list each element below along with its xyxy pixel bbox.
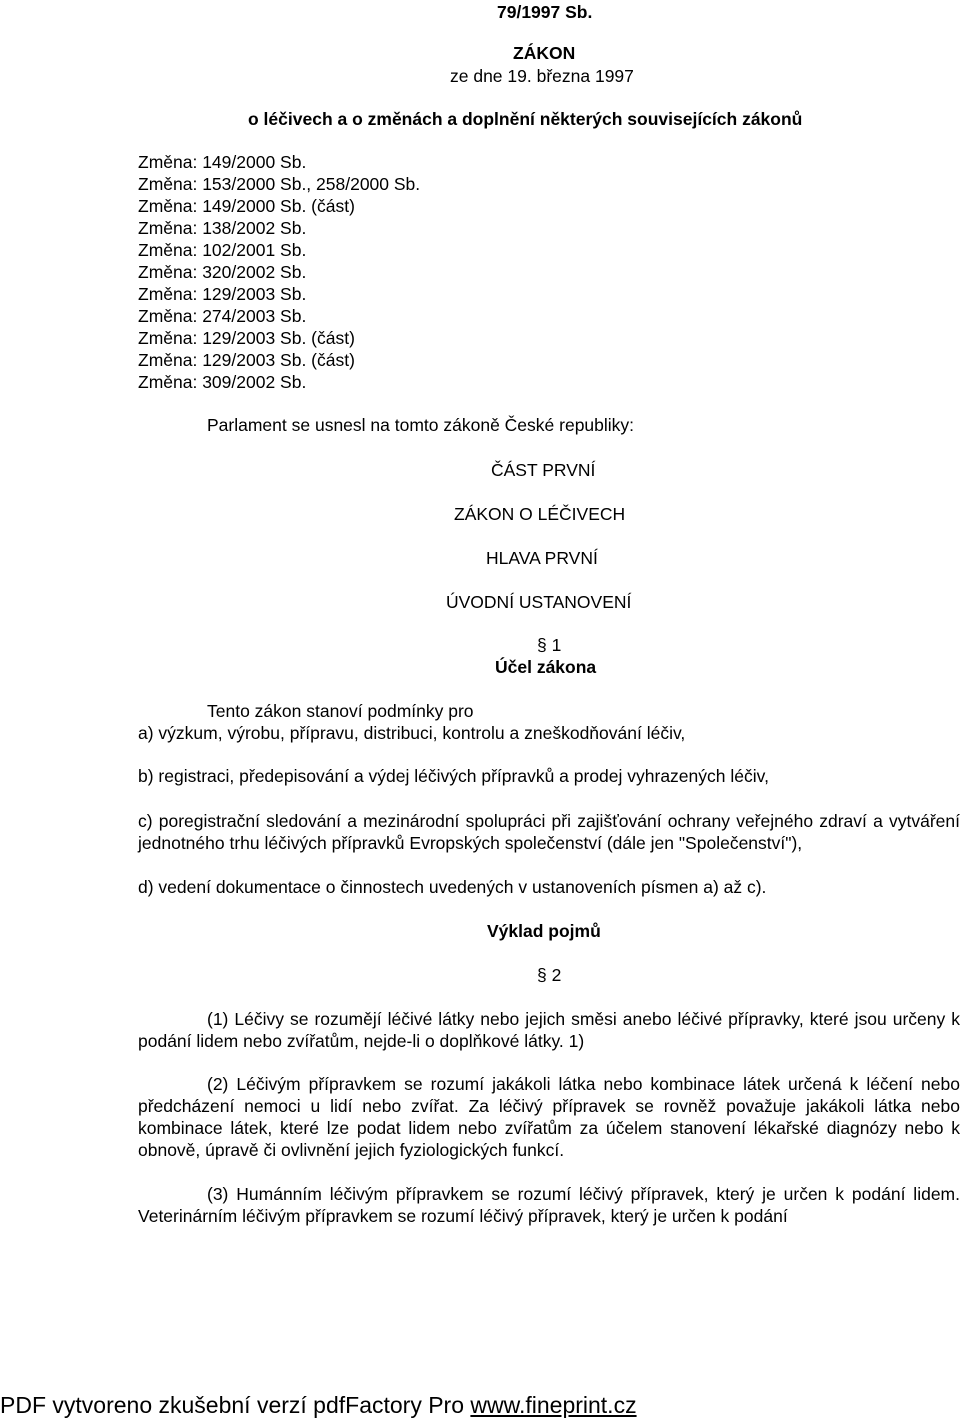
law-subject: o léčivech a o změnách a doplnění některých souvisejících zákonů — [248, 109, 803, 129]
amendments-list — [138, 151, 420, 393]
preamble: Parlament se usnesl na tomto zákoně České republiky: — [207, 415, 635, 435]
list-item: a) výzkum, výrobu, přípravu, distribuci, kontrolu a zneškodňování léčiv, — [138, 723, 686, 743]
list-item: b) registraci, předepisování a výdej léčivých přípravků a prodej vyhrazených léčiv, — [138, 766, 769, 786]
amendment-item: Změna: 309/2002 Sb. — [138, 372, 307, 392]
amendment-item: Změna: 149/2000 Sb. (část) — [138, 196, 355, 216]
list-item: d) vedení dokumentace o činnostech uvedených v ustanoveních písmen a) až c). — [138, 877, 767, 897]
chapter-heading: HLAVA PRVNÍ — [486, 548, 598, 568]
paragraph: (3) Humánním léčivým přípravkem se rozumí léčivý přípravek, který je určen k podání lidem. Veterinárním léčivým přípravkem se rozumí léčivý přípravek, který je určen k podání — [138, 1184, 960, 1226]
part-heading: ČÁST PRVNÍ — [491, 460, 596, 480]
amendment-item: Změna: 153/2000 Sb., 258/2000 Sb. — [138, 174, 421, 194]
amendment-item: Změna: 149/2000 Sb. — [138, 152, 307, 172]
law-number: 79/1997 Sb. — [497, 2, 593, 22]
law-date: ze dne 19. března 1997 — [450, 66, 634, 86]
footer-watermark — [0, 1392, 637, 1418]
amendment-item: Změna: 138/2002 Sb. — [138, 218, 307, 238]
footer-link[interactable]: www.fineprint.cz — [470, 1392, 637, 1418]
section-mark: § 1 — [537, 635, 562, 655]
amendment-item: Změna: 102/2001 Sb. — [138, 240, 307, 260]
amendment-item: Změna: 274/2003 Sb. — [138, 306, 307, 326]
footer-text: PDF vytvoreno zkušební verzí pdfFactory Pro — [0, 1392, 471, 1418]
list-item: c) poregistrační sledování a mezinárodní spolupráci při zajišťování ochrany veřejného zdraví a vytváření jednotného trhu léčivých přípravků Evropských společenství (dále jen "Společenství"), — [138, 811, 960, 853]
amendment-item: Změna: 129/2003 Sb. (část) — [138, 350, 355, 370]
amendment-item: Změna: 129/2003 Sb. — [138, 284, 307, 304]
act-title: ZÁKON O LÉČIVECH — [454, 504, 626, 524]
section-heading: Výklad pojmů — [487, 921, 601, 941]
paragraph: (1) Léčivy se rozumějí léčivé látky nebo jejich směsi anebo léčivé přípravky, které jsou určeny k podání lidem nebo zvířatům, nejde-li o doplňkové látky. 1) — [138, 1009, 960, 1051]
section-intro: Tento zákon stanoví podmínky pro — [207, 701, 474, 721]
amendment-item: Změna: 129/2003 Sb. (část) — [138, 328, 355, 348]
chapter-title: ÚVODNÍ USTANOVENÍ — [446, 592, 632, 612]
amendment-item: Změna: 320/2002 Sb. — [138, 262, 307, 282]
law-title: ZÁKON — [513, 43, 576, 63]
paragraph: (2) Léčivým přípravkem se rozumí jakákoli látka nebo kombinace látek určená k léčení nebo předcházení nemoci u lidí nebo zvířat. Za léčivý přípravek se rovněž považuje jakákoli látka nebo kombinace látek, které lze podat lidem nebo zvířatům za účelem stanovení lékařské diagnózy nebo k obnově, úpravě či ovlivnění jejich fyziologických funkcí. — [138, 1074, 960, 1160]
section-mark: § 2 — [537, 965, 562, 985]
section-title: Účel zákona — [495, 657, 597, 677]
